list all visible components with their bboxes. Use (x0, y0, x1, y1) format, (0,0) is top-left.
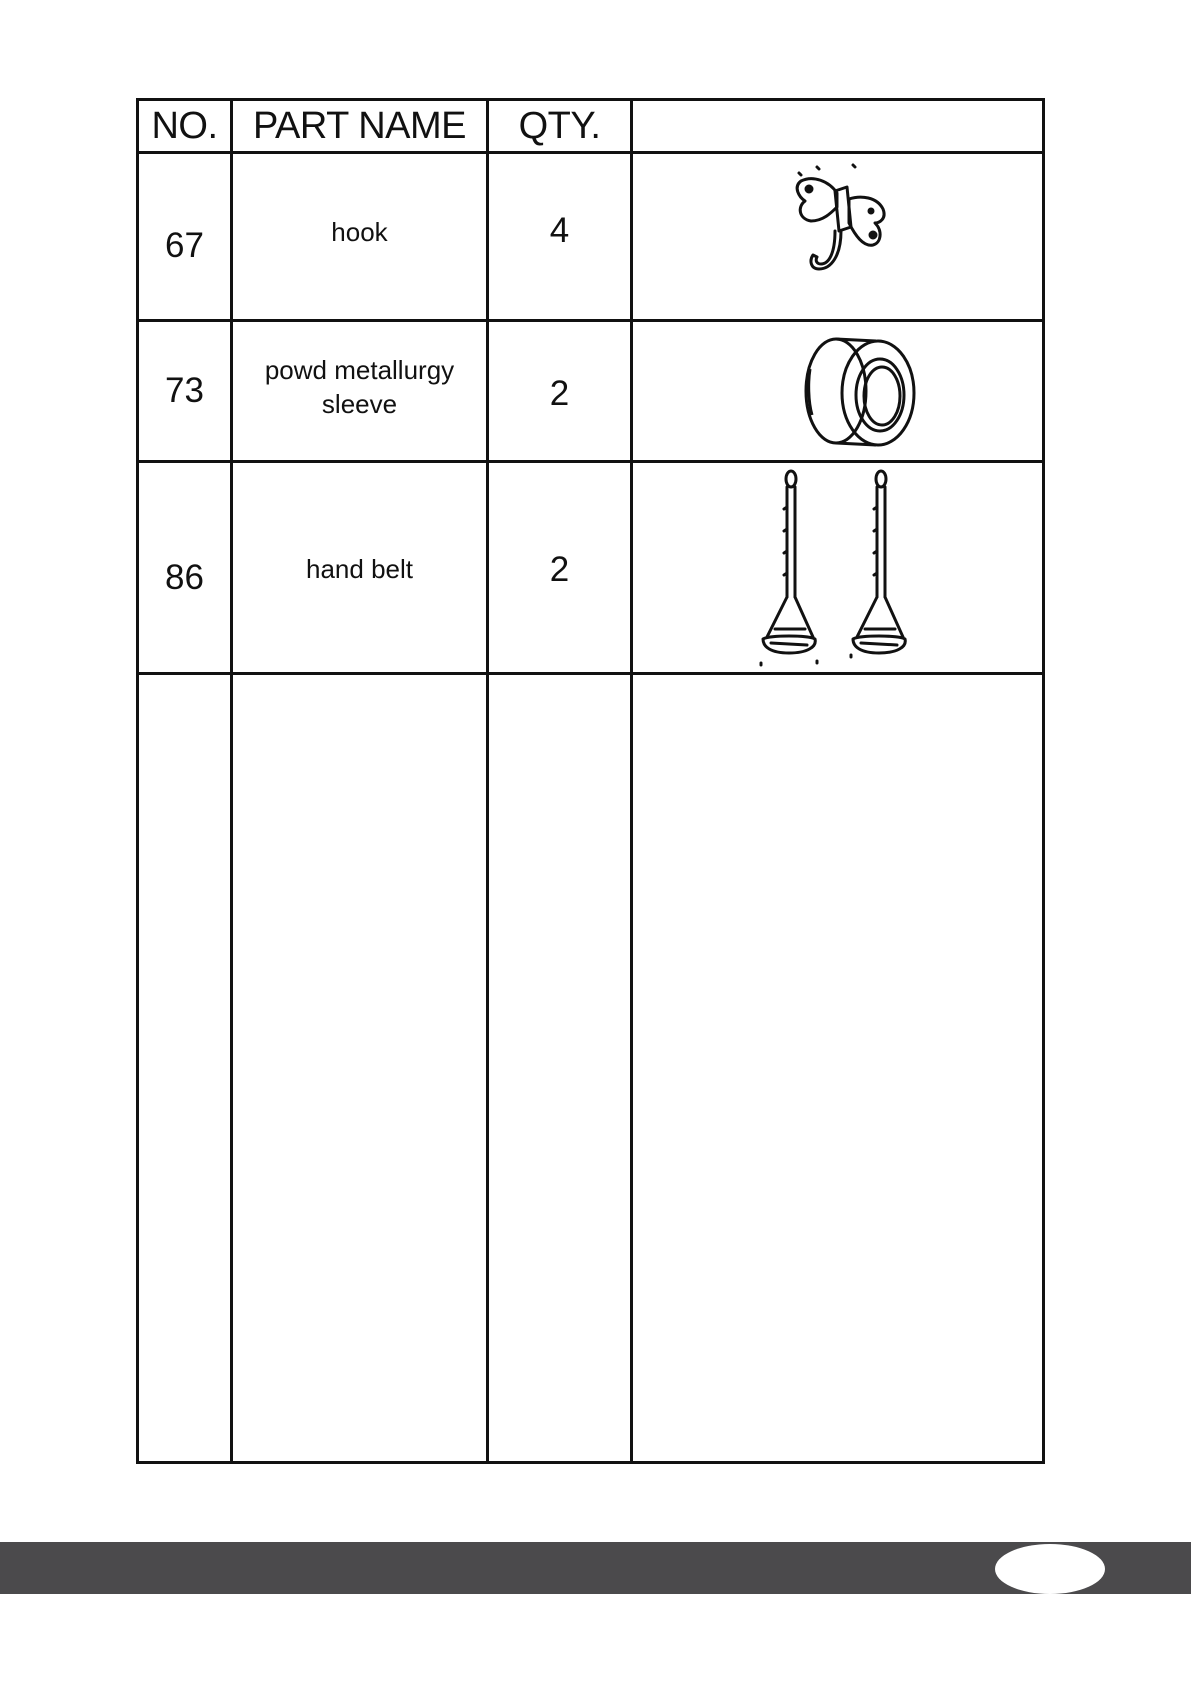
header-image (633, 101, 1042, 151)
part-qty: 4 (549, 210, 570, 250)
part-number: 73 (165, 371, 204, 410)
part-name-line: hook (331, 216, 388, 247)
hand-belt-icon (757, 467, 937, 669)
column-divider (630, 101, 633, 1461)
hook-icon (779, 161, 919, 291)
parts-table (136, 98, 1045, 1464)
part-name-line: hand belt (306, 553, 413, 584)
page-number-badge (995, 1544, 1105, 1594)
part-qty: 2 (549, 549, 570, 589)
part-number: 86 (165, 557, 204, 597)
part-qty: 2 (549, 374, 570, 413)
part-name (233, 463, 486, 672)
sleeve-icon (794, 329, 924, 455)
part-number: 67 (165, 225, 204, 265)
row-divider (139, 672, 1042, 675)
header-qty: QTY. (518, 104, 601, 147)
part-name-line: powd metallurgy (264, 355, 455, 385)
part-name (233, 154, 486, 319)
part-name-line: sleeve (321, 389, 398, 419)
part-name (233, 322, 486, 460)
header-part-name: PART NAME (253, 104, 466, 147)
header-no: NO. (151, 104, 218, 147)
